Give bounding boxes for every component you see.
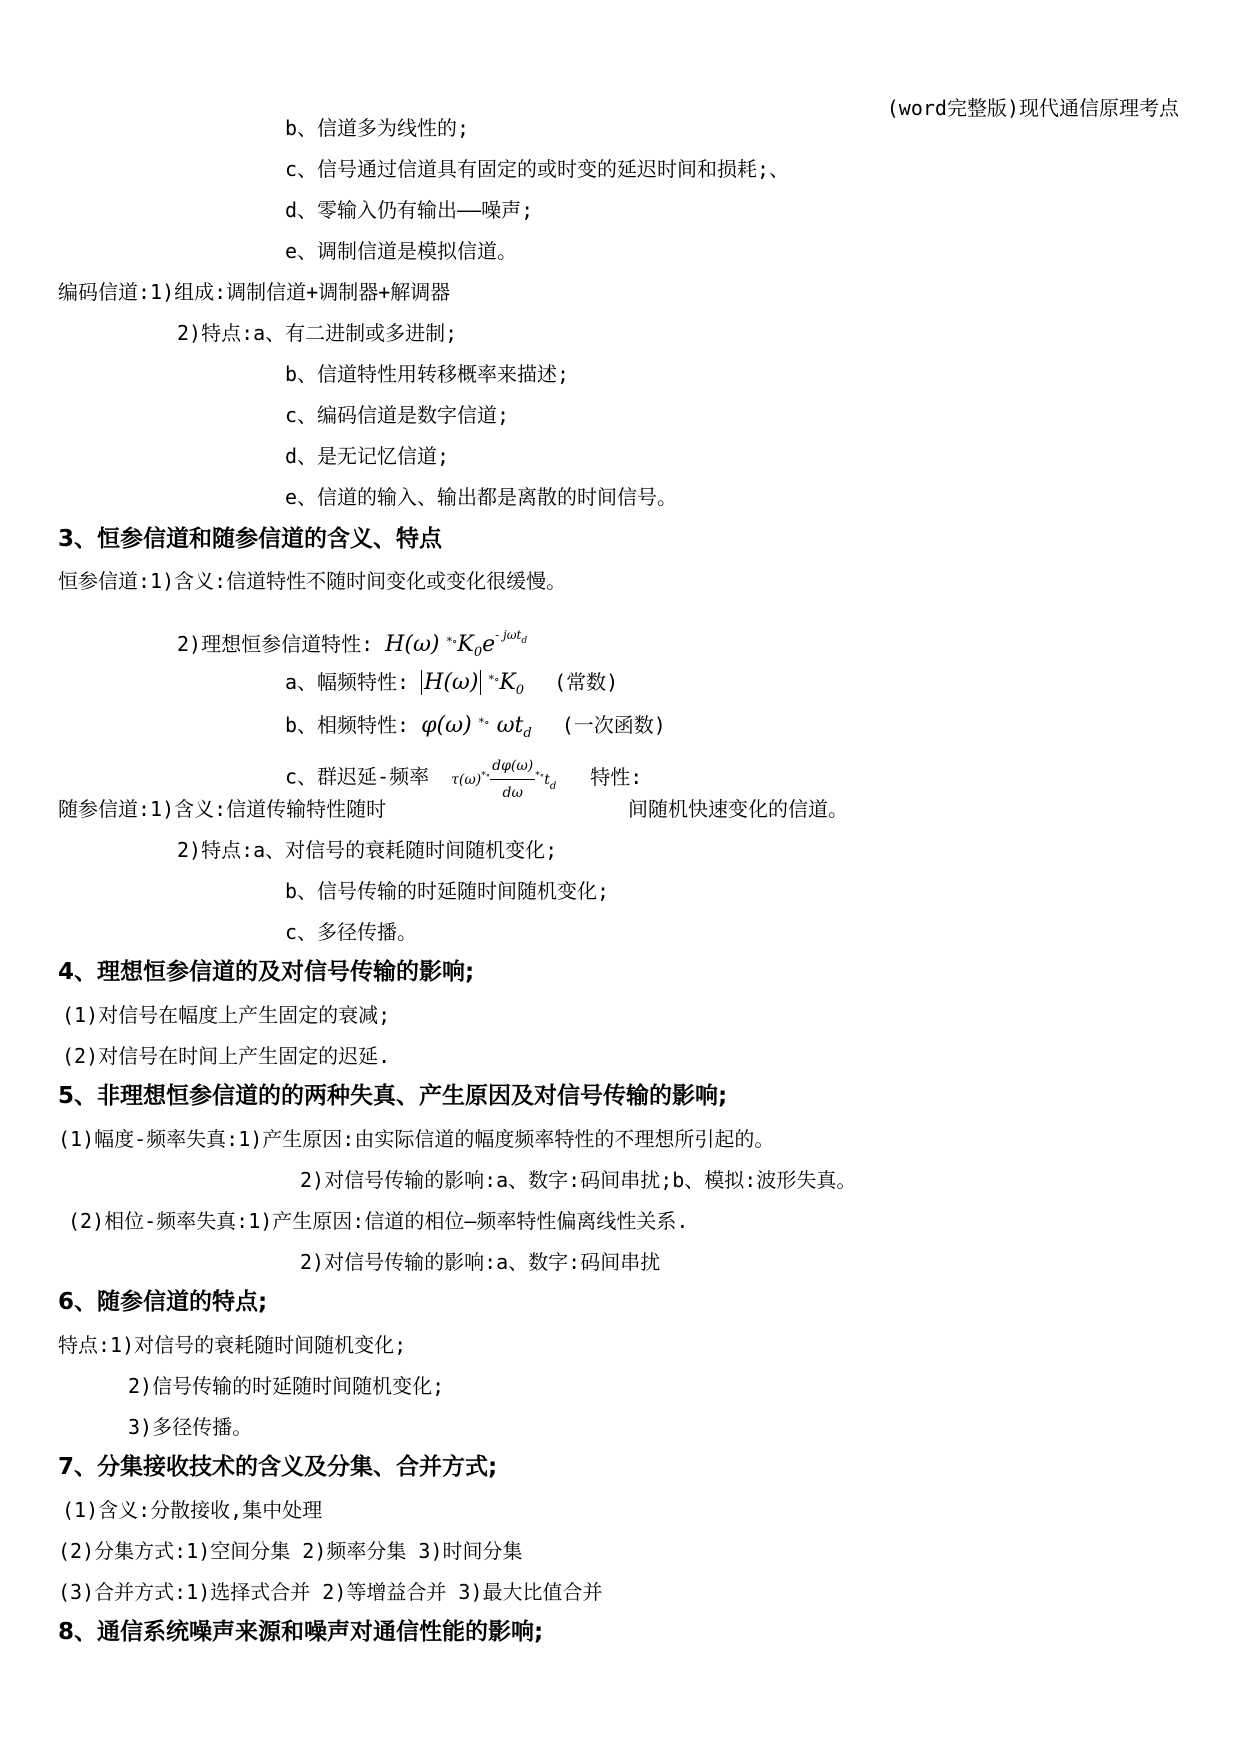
formula-exponent-subscript: d (521, 636, 528, 646)
text-line: (2)分集方式:1)空间分集 2)频率分集 3)时间分集 (58, 1539, 523, 1563)
text-line: 编码信道:1)组成:调制信道+调制器+解调器 (58, 280, 451, 304)
formula-subscript: d (523, 726, 532, 741)
text-line: 2)对信号传输的影响:a、数字:码间串扰;b、模拟:波形失真。 (300, 1168, 857, 1192)
formula-subscript: 0 (473, 645, 483, 660)
text-line: 随参信道:1)含义:信道传输特性随时 (58, 797, 387, 821)
text-line: 2)特点:a、有二进制或多进制; (177, 321, 458, 345)
formula-note: (一次函数) (561, 713, 666, 737)
text-line: 2)特点:a、对信号的衰耗随时间随机变化; (177, 838, 558, 862)
formula-rhs: t (544, 771, 550, 788)
phase-formula (421, 713, 532, 741)
text-line: (3)合并方式:1)选择式合并 2)等增益合并 3)最大比值合并 (58, 1580, 603, 1604)
section-heading-3: 3、恒参信道和随参信道的含义、特点 (58, 526, 443, 552)
formula-line-amplitude (285, 667, 618, 704)
text-line: (1)对信号在幅度上产生固定的衰减; (62, 1003, 391, 1027)
formula-lhs: H(ω) (421, 670, 481, 695)
text-line: b、信道多为线性的; (285, 116, 470, 140)
transfer-function-formula (385, 628, 528, 660)
formula-lhs: H(ω) (385, 632, 440, 657)
formula-subscript: 0 (515, 683, 525, 698)
text-line: 2)信号传输的时延随时间随机变化; (128, 1374, 445, 1398)
text-line: e、信道的输入、输出都是离散的时间信号。 (285, 485, 678, 509)
formula-glyph: *∘ (446, 635, 458, 648)
fraction-denominator: dω (502, 785, 523, 801)
text-line: c、多径传播。 (285, 920, 418, 944)
text-line: e、调制信道是模拟信道。 (285, 239, 518, 263)
formula-note: 特性: (590, 764, 643, 789)
formula-line-ideal-channel (177, 622, 527, 666)
formula-fraction (490, 753, 535, 806)
formula-glyph: *∘ (481, 770, 491, 781)
formula-k: K (457, 632, 474, 657)
text-line: (2)相位-频率失真:1)产生原因:信道的相位—频率特性偏离线性关系. (68, 1209, 689, 1233)
section-heading-7: 7、分集接收技术的含义及分集、合并方式; (58, 1454, 498, 1480)
text-line: (1)含义:分散接收,集中处理 (62, 1498, 323, 1522)
text-line: b、信号传输的时延随时间随机变化; (285, 879, 610, 903)
text-line: c、编码信道是数字信道; (285, 403, 510, 427)
page-header-title: (word完整版)现代通信原理考点 (886, 96, 1179, 120)
formula-subscript: d (549, 780, 557, 792)
section-heading-8: 8、通信系统噪声来源和噪声对通信性能的影响; (58, 1619, 544, 1645)
formula-e: e (482, 632, 496, 657)
formula-lhs: τ(ω) (451, 771, 482, 788)
formula-glyph: *∘ (535, 770, 545, 781)
text-line: d、零输入仍有输出——噪声; (285, 198, 534, 222)
section-heading-5: 5、非理想恒参信道的的两种失真、产生原因及对信号传输的影响; (58, 1083, 728, 1109)
formula-glyph: *∘ (478, 716, 490, 729)
formula-label: a、幅频特性: (285, 670, 410, 694)
formula-label: 2)理想恒参信道特性: (177, 632, 374, 656)
text-line: 间随机快速变化的信道。 (628, 797, 848, 821)
formula-exponent: - jωt (495, 628, 522, 642)
formula-k: K (499, 670, 516, 695)
formula-glyph: *∘ (488, 673, 500, 686)
formula-rhs: ωt (496, 713, 524, 738)
text-line: (2)对信号在时间上产生固定的迟延. (62, 1044, 391, 1068)
text-line: 特点:1)对信号的衰耗随时间随机变化; (58, 1333, 407, 1357)
formula-line-phase (285, 710, 666, 747)
formula-label: c、群迟延-频率 (285, 764, 430, 789)
section-heading-6: 6、随参信道的特点; (58, 1289, 268, 1315)
text-line: 恒参信道:1)含义:信道特性不随时间变化或变化很缓慢。 (58, 569, 567, 593)
text-line: b、信道特性用转移概率来描述; (285, 362, 570, 386)
section-heading-4: 4、理想恒参信道的及对信号传输的影响; (58, 959, 475, 985)
formula-label: b、相频特性: (285, 713, 410, 737)
fraction-numerator: dφ(ω) (490, 753, 535, 780)
text-line: (1)幅度-频率失真:1)产生原因:由实际信道的幅度频率特性的不理想所引起的。 (58, 1127, 775, 1151)
text-line: 3)多径传播。 (128, 1415, 253, 1439)
formula-note: (常数) (554, 670, 619, 694)
amplitude-formula (421, 670, 525, 698)
text-line: 2)对信号传输的影响:a、数字:码间串扰 (300, 1250, 661, 1274)
text-line: d、是无记忆信道; (285, 444, 450, 468)
formula-lhs: φ(ω) (421, 713, 472, 738)
text-line: c、信号通过信道具有固定的或时变的延迟时间和损耗;、 (285, 157, 790, 181)
